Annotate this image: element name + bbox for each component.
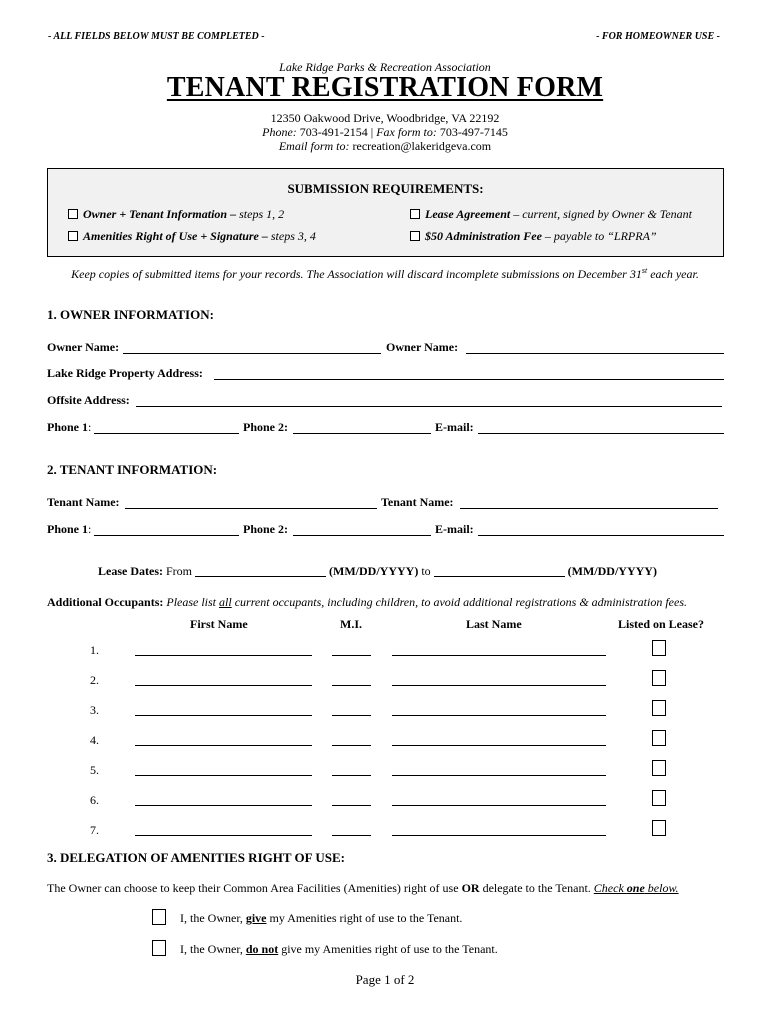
occupant-mi-field[interactable] <box>332 655 371 656</box>
occupant-first-name-field[interactable] <box>135 655 312 656</box>
occupant-row <box>47 673 724 693</box>
tenant-email-label: E-mail: <box>435 522 474 536</box>
page-number: Page 1 of 2 <box>355 972 415 987</box>
occupant-number: 7. <box>90 823 99 837</box>
column-middle-initial: M.I. <box>340 617 362 631</box>
lease-end-date-field[interactable] <box>434 576 565 577</box>
column-listed-on-lease: Listed on Lease? <box>618 617 705 631</box>
column-first-name: First Name <box>190 617 248 631</box>
occupant-number: 3. <box>90 703 99 717</box>
owner-phone1-field[interactable] <box>94 433 239 434</box>
occupant-number: 5. <box>90 763 99 777</box>
column-last-name: Last Name <box>466 617 522 631</box>
owner-name-label: Owner Name: <box>47 340 120 354</box>
listed-on-lease-checkbox[interactable] <box>652 730 666 746</box>
delegation-section-heading: 3. DELEGATION OF AMENITIES RIGHT OF USE: <box>47 850 345 865</box>
phone-value: 703-491-2154 | <box>299 125 374 139</box>
occupant-first-name-field[interactable] <box>135 715 312 716</box>
occupant-row <box>47 763 724 783</box>
requirement-owner-tenant-info[interactable]: Owner + Tenant Information – steps 1, 2 <box>68 207 284 222</box>
form-title <box>0 72 770 104</box>
occupant-number: 2. <box>90 673 99 687</box>
give-checkbox[interactable] <box>152 909 166 925</box>
occupant-last-name-field[interactable] <box>392 775 606 776</box>
occupant-row <box>47 823 724 843</box>
occupant-mi-field[interactable] <box>332 745 371 746</box>
occupant-last-name-field[interactable] <box>392 685 606 686</box>
owner-section-heading: 1. OWNER INFORMATION: <box>47 307 214 322</box>
occupant-last-name-field[interactable] <box>392 655 606 656</box>
lease-date-format-1: (MM/DD/YYYY) <box>326 564 419 578</box>
occupant-row <box>47 703 724 723</box>
occupant-number: 6. <box>90 793 99 807</box>
occupant-number: 4. <box>90 733 99 747</box>
occupant-first-name-field[interactable] <box>135 745 312 746</box>
property-address-label: Lake Ridge Property Address: <box>47 366 203 380</box>
tenant-phone1-field[interactable] <box>94 535 239 536</box>
property-address-field[interactable] <box>214 379 724 380</box>
owner-name-row <box>47 340 724 356</box>
listed-on-lease-checkbox[interactable] <box>652 790 666 806</box>
requirement-amenities-signature[interactable]: Amenities Right of Use + Signature – steps 3, 4 <box>68 229 316 244</box>
listed-on-lease-checkbox[interactable] <box>652 760 666 776</box>
occupant-last-name-field[interactable] <box>392 835 606 836</box>
tenant-phone1-label: Phone 1: <box>47 522 92 536</box>
tenant-phone2-field[interactable] <box>293 535 431 536</box>
occupants-label: Additional Occupants: <box>47 595 164 609</box>
requirements-title: SUBMISSION REQUIREMENTS: <box>287 181 484 196</box>
email-value: recreation@lakeridgeva.com <box>352 139 492 153</box>
occupant-first-name-field[interactable] <box>135 835 312 836</box>
phone-label: Phone: <box>262 125 297 139</box>
lease-start-date-field[interactable] <box>195 576 326 577</box>
requirement-lease-agreement[interactable]: Lease Agreement – current, signed by Owner & Tenant <box>410 207 692 222</box>
occupant-mi-field[interactable] <box>332 715 371 716</box>
owner-phone-row <box>47 420 724 436</box>
owner-phone2-field[interactable] <box>293 433 431 434</box>
contact-phone-line <box>0 125 770 140</box>
occupant-mi-field[interactable] <box>332 835 371 836</box>
occupant-row <box>47 793 724 813</box>
email-label: Email form to: <box>278 139 350 153</box>
occupant-first-name-field[interactable] <box>135 685 312 686</box>
association-address: 12350 Oakwood Drive, Woodbridge, VA 22192 <box>270 111 500 125</box>
keep-copies-note: Keep copies of submitted items for your records. The Association will discard incomplete submissions on December 31st each year. <box>71 266 699 281</box>
owner-phone2-label: Phone 2: <box>243 420 288 434</box>
give-option-label: I, the Owner, give my Amenities right of use to the Tenant. <box>180 911 463 925</box>
additional-occupants-instructions: Additional Occupants: Please list all current occupants, including children, to avoid additional registrations & administration fees. <box>47 595 688 609</box>
do-not-give-option-label: I, the Owner, do not give my Amenities right of use to the Tenant. <box>180 942 498 956</box>
owner-phone1-label: Phone 1: <box>47 420 92 434</box>
listed-on-lease-checkbox[interactable] <box>652 820 666 836</box>
owner-name-field-1[interactable] <box>123 353 381 354</box>
owner-email-field[interactable] <box>478 433 724 434</box>
form-title-text: TENANT REGISTRATION FORM <box>166 72 604 103</box>
property-address-row <box>47 366 724 382</box>
do-not-give-checkbox[interactable] <box>152 940 166 956</box>
listed-on-lease-checkbox[interactable] <box>652 670 666 686</box>
fax-label: Fax form to: <box>376 125 437 139</box>
tenant-phone-row <box>47 522 724 538</box>
tenant-name-row <box>47 495 724 511</box>
occupant-mi-field[interactable] <box>332 685 371 686</box>
tenant-name-field-2[interactable] <box>460 508 718 509</box>
occupant-mi-field[interactable] <box>332 805 371 806</box>
tenant-name-label: Tenant Name: <box>47 495 120 509</box>
required-fields-note: - ALL FIELDS BELOW MUST BE COMPLETED - <box>48 31 265 42</box>
occupant-mi-field[interactable] <box>332 775 371 776</box>
fax-value: 703-497-7145 <box>439 125 508 139</box>
owner-name-label-2: Owner Name: <box>386 340 459 354</box>
homeowner-use-note: - FOR HOMEOWNER USE - <box>596 31 720 42</box>
requirement-checkbox[interactable] <box>68 231 78 241</box>
requirement-checkbox[interactable] <box>410 209 420 219</box>
listed-on-lease-checkbox[interactable] <box>652 700 666 716</box>
requirement-checkbox[interactable] <box>410 231 420 241</box>
occupant-last-name-field[interactable] <box>392 745 606 746</box>
tenant-name-label-2: Tenant Name: <box>381 495 454 509</box>
tenant-section-heading: 2. TENANT INFORMATION: <box>47 462 218 477</box>
offsite-address-field[interactable] <box>136 406 722 407</box>
occupant-last-name-field[interactable] <box>392 805 606 806</box>
tenant-email-field[interactable] <box>478 535 724 536</box>
lease-dates-row <box>98 564 657 579</box>
occupant-row <box>47 733 724 753</box>
association-name: Lake Ridge Parks & Recreation Association <box>279 60 491 74</box>
contact-email-line <box>0 139 770 154</box>
tenant-name-field-1[interactable] <box>125 508 377 509</box>
delegation-instructions: The Owner can choose to keep their Common Area Facilities (Amenities) right of use OR delegate to the Tenant. Check one below. <box>47 881 679 895</box>
occupant-first-name-field[interactable] <box>135 805 312 806</box>
offsite-address-label: Offsite Address: <box>47 393 130 407</box>
occupant-first-name-field[interactable] <box>135 775 312 776</box>
requirement-checkbox[interactable] <box>68 209 78 219</box>
occupant-last-name-field[interactable] <box>392 715 606 716</box>
owner-name-field-2[interactable] <box>466 353 724 354</box>
tenant-phone2-label: Phone 2: <box>243 522 288 536</box>
lease-to-text: to <box>418 564 434 578</box>
submission-requirements-box <box>47 168 724 257</box>
lease-date-format-2: (MM/DD/YYYY) <box>564 564 657 578</box>
lease-from-text: From <box>162 564 195 578</box>
owner-email-label: E-mail: <box>435 420 474 434</box>
occupant-number: 1. <box>90 643 99 657</box>
requirement-admin-fee[interactable]: $50 Administration Fee – payable to “LRPRA” <box>410 229 657 244</box>
occupant-row <box>47 643 724 663</box>
offsite-address-row <box>47 393 724 409</box>
lease-dates-label: Lease Dates: <box>98 564 163 578</box>
listed-on-lease-checkbox[interactable] <box>652 640 666 656</box>
